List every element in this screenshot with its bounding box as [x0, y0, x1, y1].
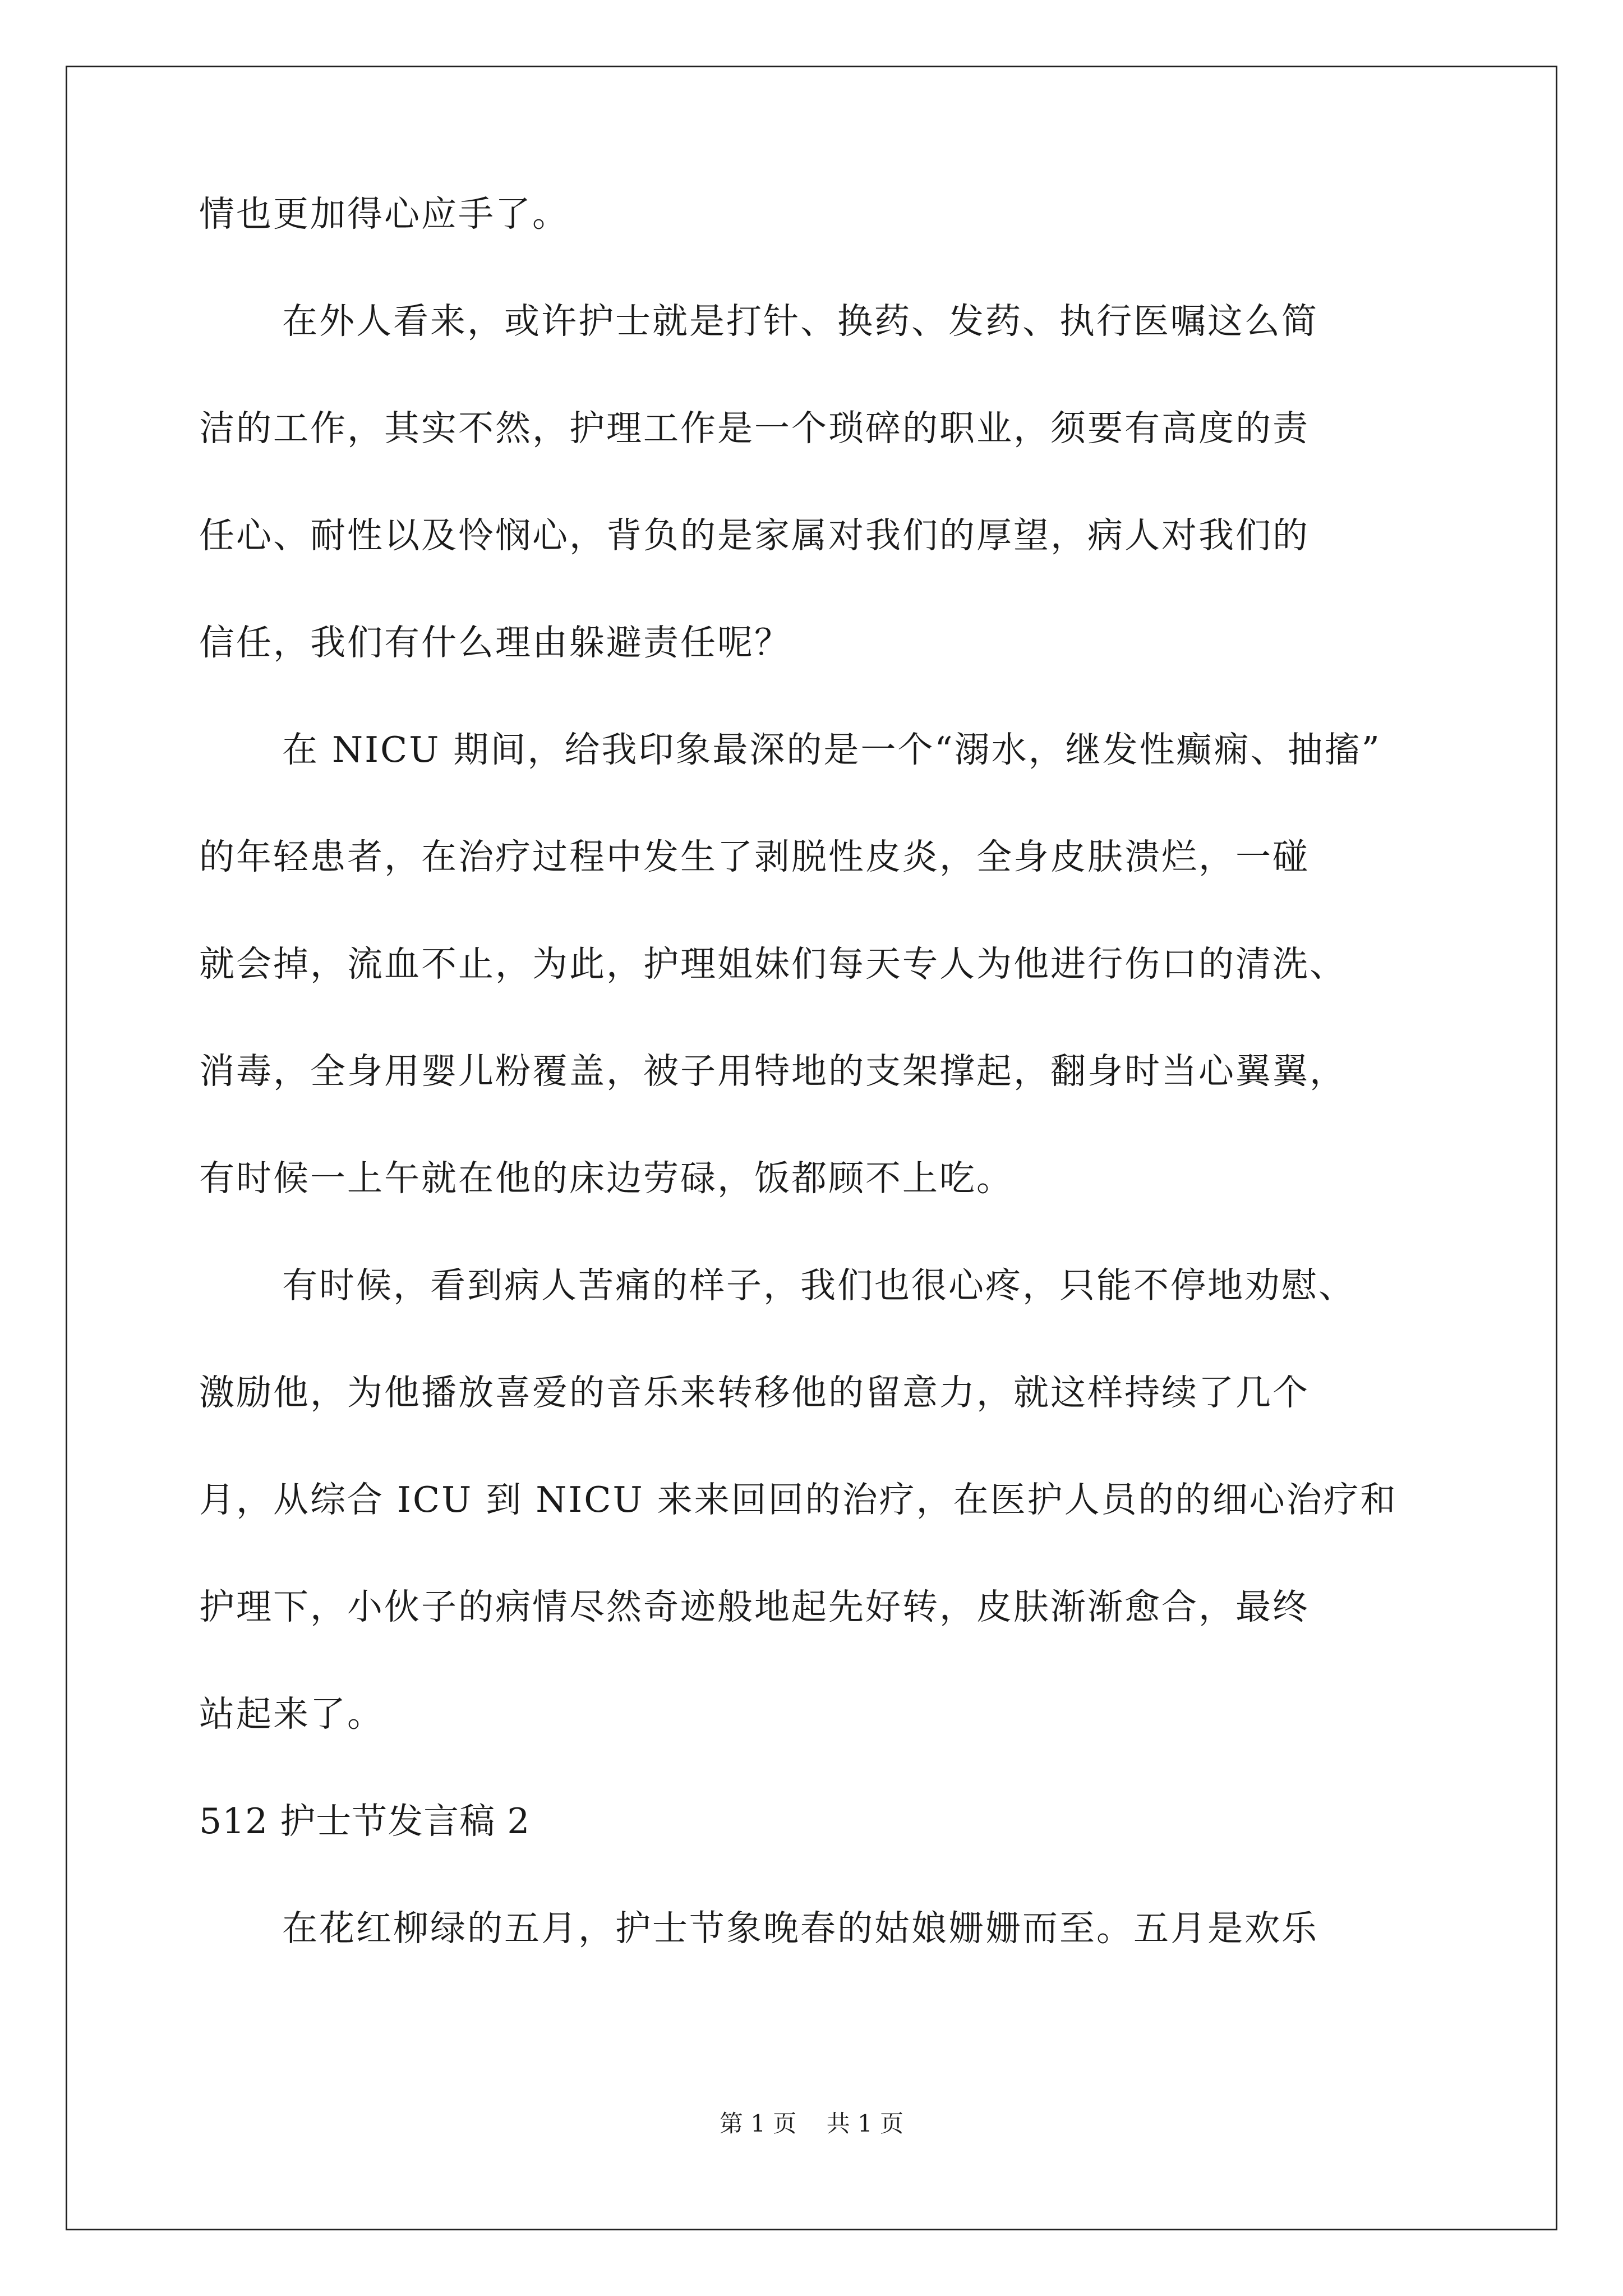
text-line-14: 护理下，小伙子的病情尽然奇迹般地起先好转，皮肤渐渐愈合，最终	[199, 1586, 1310, 1627]
text-line-5: 信任，我们有什么理由躲避责任呢？	[199, 622, 791, 663]
text-line-8: 就会掉，流血不止，为此，护理姐妹们每天专人为他进行伤口的清洗、	[199, 944, 1347, 984]
text-line-11: 有时候，看到病人苦痛的样子，我们也很心疼，只能不停地劝慰、	[282, 1265, 1355, 1306]
text-line-7: 的年轻患者，在治疗过程中发生了剥脱性皮炎，全身皮肤溃烂，一碰	[199, 836, 1310, 877]
text-line-10: 有时候一上午就在他的床边劳碌，饭都顾不上吃。	[199, 1158, 1013, 1199]
text-line-9: 消毒，全身用婴儿粉覆盖，被子用特地的支架撑起，翻身时当心翼翼，	[199, 1051, 1347, 1092]
text-line-12: 激励他，为他播放喜爱的音乐来转移他的留意力，就这样持续了几个	[199, 1372, 1310, 1413]
document-body	[199, 196, 1433, 2018]
text-line-2: 在外人看来，或许护士就是打针、换药、发药、执行医嘱这么简	[282, 301, 1318, 342]
text-line-1: 情也更加得心应手了。	[199, 194, 569, 234]
text-line-17: 在花红柳绿的五月，护士节象晚春的姑娘姗姗而至。五月是欢乐	[282, 1908, 1318, 1949]
page-number-footer: 第 1 页 共 1 页	[719, 2110, 904, 2137]
text-line-15: 站起来了。	[199, 1694, 384, 1734]
text-line-13: 月，从综合 ICU 到 NICU 来来回回的治疗，在医护人员的的细心治疗和	[199, 1479, 1398, 1520]
text-line-3: 洁的工作，其实不然，护理工作是一个琐碎的职业，须要有高度的责	[199, 408, 1310, 449]
section-heading: 512 护士节发言稿 2	[199, 1801, 531, 1842]
text-line-6: 在 NICU 期间，给我印象最深的是一个“溺水，继发性癫痫、抽搐”	[282, 729, 1381, 770]
text-line-4: 任心、耐性以及怜悯心，背负的是家属对我们的厚望，病人对我们的	[199, 515, 1310, 556]
